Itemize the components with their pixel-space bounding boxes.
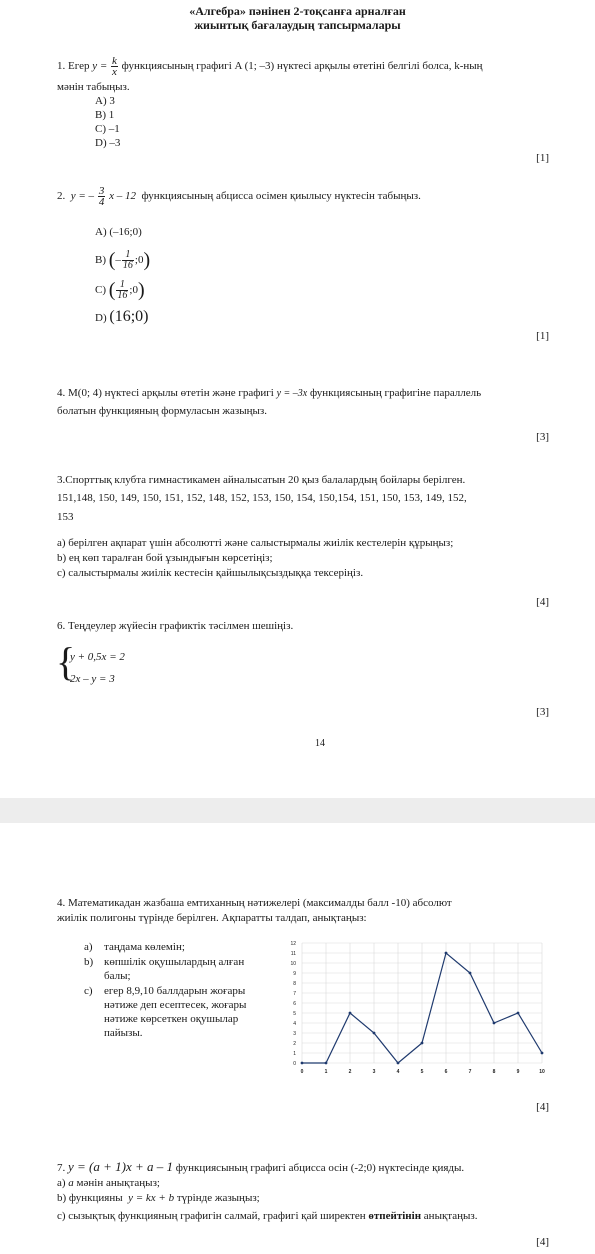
- x-tick-label: 3: [372, 1069, 376, 1075]
- x-tick-label: 6: [444, 1069, 448, 1075]
- q3-line-3: 153: [57, 511, 74, 523]
- y-tick-label: 1: [293, 1051, 296, 1057]
- q7-part-c: c) сызықтық функцияның графигін салмай, графигі қай ширектен өтпейтінін анықтаңыз.: [57, 1210, 478, 1222]
- data-point: [349, 1012, 352, 1015]
- q2-statement: 2. y = – $\frac{3}{4}$ x – 12 функциясының абцисса осімен қиылысу нүктесін табыңыз.: [57, 185, 421, 208]
- data-point: [301, 1062, 304, 1065]
- q4b-line-2: жиілік полигоны түрінде берілген. Ақпаратты талдап, анықтаңыз:: [57, 912, 367, 924]
- q2-option-b: B) (– $\frac{1}{16}$ ;0): [95, 249, 151, 271]
- x-tick-label: 7: [468, 1069, 472, 1075]
- y-tick-label: 11: [290, 951, 296, 957]
- q3-line-1: 3.Спорттық клубта гимнастикамен айналысатын 20 қыз балалардың бойлары берілген.: [57, 474, 466, 486]
- data-point: [541, 1052, 544, 1055]
- y-tick-label: 8: [293, 981, 296, 987]
- y-tick-label: 5: [293, 1011, 296, 1017]
- q4b-line-1: 4. Математикадан жазбаша емтиханның нәтижелері (максималды балл -10) абсолют: [57, 897, 452, 909]
- q4b-item-c-line-3: нәтиже көрсеткен оқушылар: [104, 1013, 239, 1025]
- y-tick-label: 4: [293, 1021, 296, 1027]
- x-tick-label: 0: [300, 1069, 304, 1075]
- q2-score: [1]: [536, 330, 549, 342]
- q6-score: [3]: [536, 706, 549, 718]
- q3-part-c: c) салыстырмалы жиілік кестесін қайшылықсыздыққа тексеріңіз.: [57, 567, 364, 579]
- q4b-item-c-line-2: нәтиже деп есептесек, жоғары: [104, 999, 247, 1011]
- data-point: [373, 1032, 376, 1035]
- y-tick-label: 7: [293, 991, 296, 997]
- q3-part-a: a) берілген ақпарат үшін абсолютті және салыстырмалы жиілік кестелерін құрыңыз;: [57, 537, 454, 549]
- q4b-score: [4]: [536, 1101, 549, 1113]
- page-2: [0, 823, 595, 1254]
- q1-statement: 1. Егер y = $\frac{k}{x}$ функциясының графигі A (1; –3) нүктесі арқылы өтетіні белгілі болса, k-ның: [57, 55, 483, 78]
- q4b-item-c-line-1: егер 8,9,10 баллдарын жоғары: [104, 985, 246, 997]
- q3-part-b: b) ең көп таралған бой ұзындығын көрсетіңіз;: [57, 552, 273, 564]
- q4a-continuation: болатын функцияның формуласын жазыңыз.: [57, 405, 268, 417]
- y-tick-label: 6: [293, 1001, 296, 1007]
- data-point: [325, 1062, 328, 1065]
- q3-score: [4]: [536, 596, 549, 608]
- q1-fraction: $\frac{k}{x}$: [112, 55, 117, 78]
- data-point: [445, 952, 448, 955]
- q7-score: [4]: [536, 1236, 549, 1248]
- q1-option-c: C) –1: [95, 123, 120, 135]
- q4b-item-a-line-1: таңдама көлемін;: [104, 941, 185, 953]
- q6-equation-2: 2x – y = 3: [70, 673, 115, 685]
- q1-option-a: A) 3: [95, 95, 115, 107]
- q3-line-2: 151,148, 150, 149, 150, 151, 152, 148, 152, 153, 150, 154, 150,154, 151, 150, 153, 149, 152,: [57, 492, 467, 504]
- x-tick-label: 5: [420, 1069, 424, 1075]
- q2-option-d: D) (16;0): [95, 308, 149, 325]
- header-line-2: жиынтық бағалаудың тапсырмалары: [194, 18, 401, 32]
- x-tick-label: 9: [516, 1069, 520, 1075]
- q2-option-c: C) ( $\frac{1}{16}$ ;0): [95, 279, 145, 301]
- page-number: 14: [315, 738, 325, 749]
- q1-score: [1]: [536, 152, 549, 164]
- frequency-polygon-chart: [280, 935, 550, 1080]
- y-tick-label: 12: [290, 941, 296, 947]
- x-tick-label: 2: [348, 1069, 352, 1075]
- q7-part-a: a) a мәнін анықтаңыз;: [57, 1177, 160, 1189]
- data-point: [421, 1042, 424, 1045]
- q4a-score: [3]: [536, 431, 549, 443]
- header-line-1: «Алгебра» пәнінен 2-тоқсанға арналған: [189, 4, 406, 18]
- q4b-item-c-marker: c): [84, 985, 93, 997]
- q4b-item-c-line-4: пайызы.: [104, 1027, 143, 1039]
- q4b-item-b-marker: b): [84, 956, 94, 968]
- data-point: [469, 972, 472, 975]
- x-tick-label: 8: [492, 1069, 496, 1075]
- q6-equation-1: y + 0,5x = 2: [70, 651, 125, 663]
- y-tick-label: 10: [290, 961, 296, 967]
- x-tick-label: 1: [324, 1069, 328, 1075]
- y-tick-label: 0: [293, 1061, 296, 1067]
- data-point: [493, 1022, 496, 1025]
- q1-option-b: B) 1: [95, 109, 115, 121]
- q6-statement: 6. Теңдеулер жүйесін графиктік тәсілмен шешіңіз.: [57, 620, 294, 632]
- q1-continuation: мәнін табыңыз.: [57, 81, 130, 93]
- y-tick-label: 2: [293, 1041, 296, 1047]
- y-tick-label: 9: [293, 971, 296, 977]
- x-tick-label: 10: [539, 1069, 545, 1075]
- q4b-item-a-marker: a): [84, 941, 93, 953]
- q4b-item-b-line-1: көпшілік оқушылардың алған: [104, 956, 245, 968]
- q7-part-b: b) функцияны y = kx + b түрінде жазыңыз;: [57, 1192, 260, 1204]
- q4b-item-b-line-2: балы;: [104, 970, 131, 982]
- q1-option-d: D) –3: [95, 137, 121, 149]
- y-tick-label: 3: [293, 1031, 296, 1037]
- q2-option-a: A) (–16;0): [95, 226, 142, 238]
- data-point: [517, 1012, 520, 1015]
- data-point: [397, 1062, 400, 1065]
- q7-statement: 7. y = (a + 1)x + a – 1 функциясының графигі абцисса осін (-2;0) нүктесінде қияды.: [57, 1159, 465, 1174]
- page-gap: [0, 798, 595, 823]
- q2-fraction: $\frac{3}{4}$: [98, 185, 105, 208]
- q4a-statement: 4. M(0; 4) нүктесі арқылы өтетін және графигі y = –3x функциясының графигіне параллель: [57, 387, 482, 399]
- x-tick-label: 4: [396, 1069, 400, 1075]
- q6-brace: {: [56, 639, 76, 684]
